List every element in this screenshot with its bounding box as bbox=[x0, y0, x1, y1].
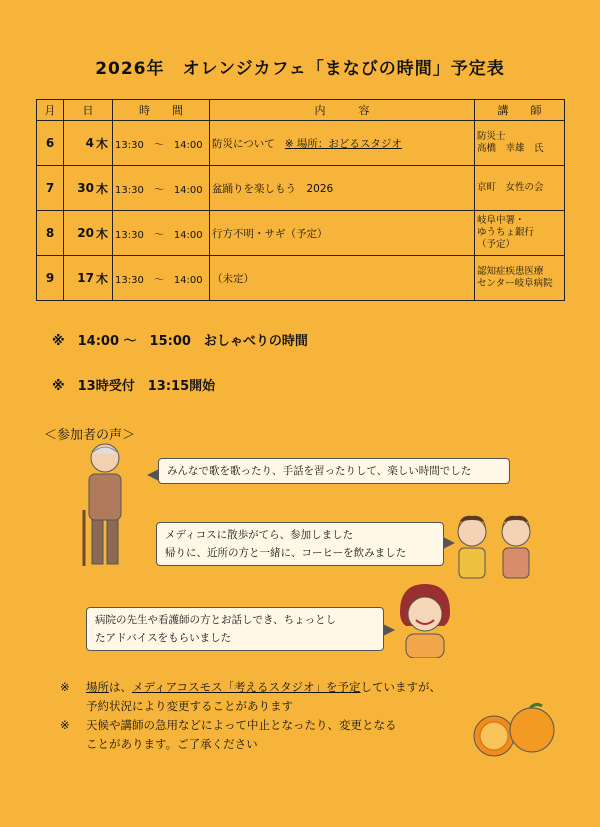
row-content-title: 盆踊りを楽しもう 2026 bbox=[212, 182, 334, 195]
row-lecturer bbox=[475, 121, 565, 166]
schedule-table bbox=[36, 99, 565, 301]
lecturer-line: ゆうちょ銀行 bbox=[477, 227, 535, 238]
voice-text: みんなで歌を歌ったり、手話を習ったりして、楽しい時間でした bbox=[167, 465, 472, 477]
lecturer-line: （予定） bbox=[477, 239, 516, 250]
row-lecturer bbox=[475, 211, 565, 256]
row-day: 4 bbox=[64, 121, 97, 166]
page-title: 2026年 オレンジカフェ「まなびの時間」予定表 bbox=[95, 59, 505, 79]
lecturer-line: 認知症疾患医療 bbox=[477, 266, 544, 277]
row-content-title: （未定） bbox=[212, 272, 254, 285]
lecturer-line: 高橋 幸雄 氏 bbox=[477, 143, 544, 154]
note-text: していますが、 bbox=[360, 680, 442, 694]
note-text: は、 bbox=[109, 680, 132, 694]
table-header-row bbox=[37, 100, 565, 121]
row-day: 30 bbox=[64, 166, 97, 211]
row-content-title: 防災について bbox=[212, 137, 275, 150]
note-text: ことがあります。ご了承ください bbox=[86, 737, 258, 751]
table-row bbox=[37, 256, 565, 301]
reception-note: ※ 13時受付 13:15開始 bbox=[52, 379, 216, 394]
row-month: 9 bbox=[37, 256, 64, 301]
row-time: 13:30 ～ 14:00 bbox=[113, 256, 210, 301]
row-weekday: 木 bbox=[96, 211, 113, 256]
row-weekday: 木 bbox=[96, 166, 113, 211]
row-content-note: ※ 場所：おどるスタジオ bbox=[284, 137, 402, 150]
elderly-man-illustration bbox=[74, 440, 136, 570]
header-content: 内 容 bbox=[210, 100, 475, 121]
note-venue-name: メディアコスモス「考えるスタジオ」を予定 bbox=[132, 680, 361, 694]
row-month: 7 bbox=[37, 166, 64, 211]
row-content-title: 行方不明・サギ（予定） bbox=[212, 227, 328, 240]
voice-text: 帰りに、近所の方と一緒に、コーヒーを飲みました bbox=[165, 547, 407, 559]
header-month: 月 bbox=[37, 100, 64, 121]
voice-text: 病院の先生や看護師の方とお話しでき、ちょっとし bbox=[95, 614, 337, 626]
lecturer-line: センター岐阜病院 bbox=[477, 278, 553, 289]
voice-text: メディコスに散歩がてら、参加しました bbox=[165, 529, 354, 541]
voice-bubble-1 bbox=[158, 458, 510, 484]
header-lecturer: 講 師 bbox=[475, 100, 565, 121]
note-text: 予約状況により変更することがあります bbox=[86, 699, 293, 713]
lecturer-line: 京町 女性の会 bbox=[477, 182, 544, 193]
row-lecturer bbox=[475, 166, 565, 211]
row-time: 13:30 ～ 14:00 bbox=[113, 166, 210, 211]
note-mark: ※ bbox=[60, 718, 70, 732]
table-row bbox=[37, 211, 565, 256]
note-venue-label: 場所 bbox=[86, 680, 109, 694]
row-weekday: 木 bbox=[96, 121, 113, 166]
row-content bbox=[210, 211, 475, 256]
row-day: 20 bbox=[64, 211, 97, 256]
row-lecturer bbox=[475, 256, 565, 301]
note-text: 天候や講師の急用などによって中止となったり、変更となる bbox=[86, 718, 397, 732]
voice-bubble-2 bbox=[156, 522, 444, 566]
header-day: 日 bbox=[64, 100, 113, 121]
row-month: 6 bbox=[37, 121, 64, 166]
row-weekday: 木 bbox=[96, 256, 113, 301]
talk-time-note: ※ 14:00 ～ 15:00 おしゃべりの時間 bbox=[52, 334, 308, 349]
table-row bbox=[37, 121, 565, 166]
table-row bbox=[37, 166, 565, 211]
row-content bbox=[210, 166, 475, 211]
lecturer-line: 岐阜中署・ bbox=[477, 215, 525, 226]
row-content bbox=[210, 121, 475, 166]
oranges-illustration bbox=[468, 700, 558, 760]
voice-text: たアドバイスをもらいました bbox=[95, 632, 232, 644]
lecturer-line: 防災士 bbox=[477, 131, 506, 142]
row-time: 13:30 ～ 14:00 bbox=[113, 211, 210, 256]
note-cancellation bbox=[60, 716, 441, 754]
header-time: 時 間 bbox=[113, 100, 210, 121]
row-day: 17 bbox=[64, 256, 97, 301]
row-month: 8 bbox=[37, 211, 64, 256]
row-content bbox=[210, 256, 475, 301]
voice-bubble-3 bbox=[86, 607, 384, 651]
row-time: 13:30 ～ 14:00 bbox=[113, 121, 210, 166]
note-mark: ※ bbox=[60, 680, 70, 694]
two-women-illustration bbox=[450, 510, 542, 582]
voices-heading: ＜参加者の声＞ bbox=[44, 428, 136, 443]
bottom-notes bbox=[60, 678, 441, 754]
note-venue bbox=[60, 678, 441, 716]
elderly-woman-illustration bbox=[394, 582, 456, 658]
